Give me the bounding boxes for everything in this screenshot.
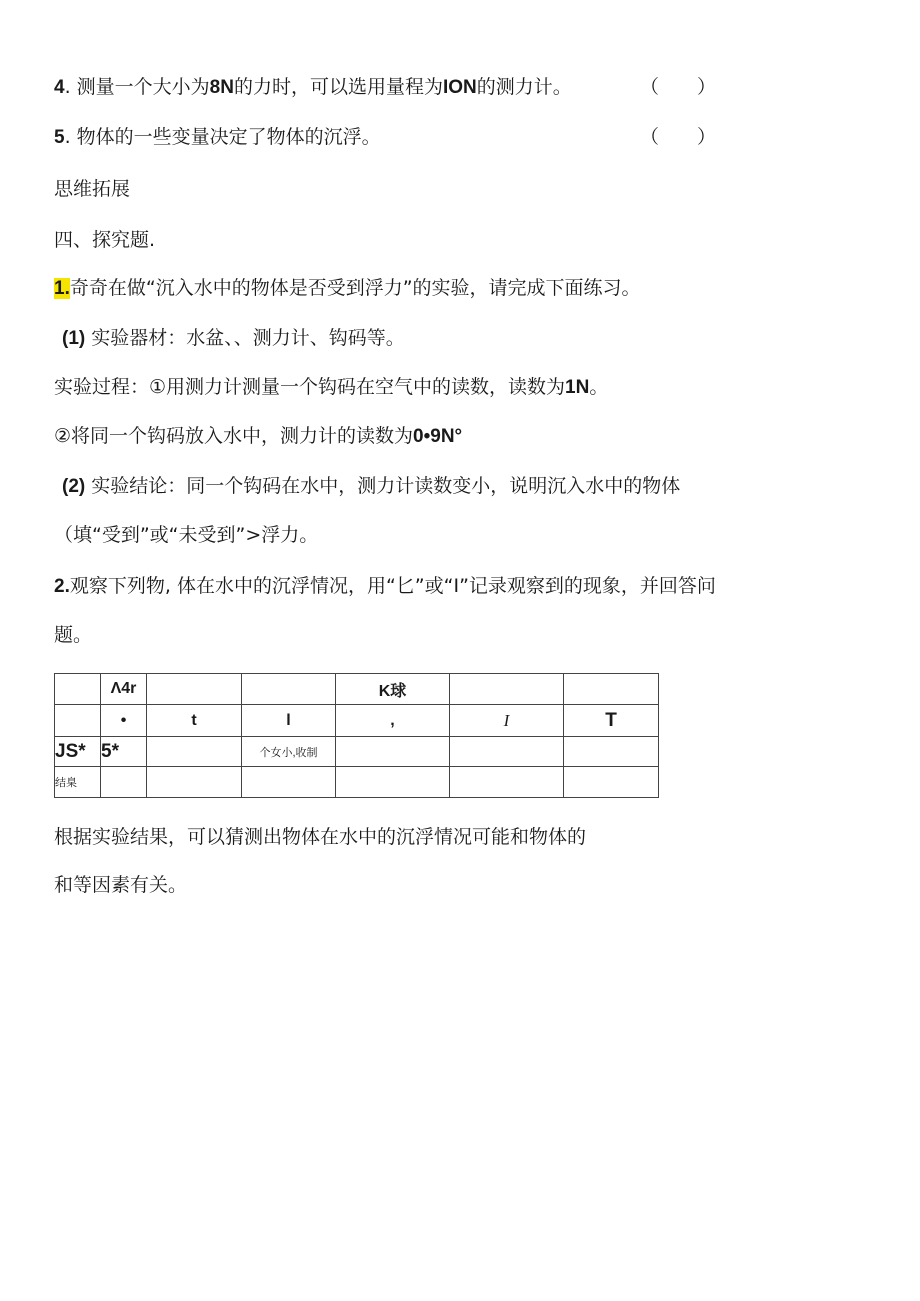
observation-table: [54, 673, 659, 798]
q2-text: 观察下列物, 体在水中的沉浮情况，用“匕”或“I”记录观察到的现象，并回答问: [69, 575, 716, 597]
table-cell: K球: [336, 674, 450, 705]
q1-number: 1.: [54, 278, 70, 299]
q1-prompt: [54, 276, 641, 301]
table-cell: T: [564, 705, 659, 737]
conclusion-line-1: 根据实验结果，可以猜测出物体在水中的沉浮情况可能和物体的: [54, 826, 587, 848]
q1-sub1: [62, 326, 405, 351]
question-number: 4: [54, 77, 65, 98]
table-cell[interactable]: [450, 737, 564, 767]
table-cell: l: [242, 705, 336, 737]
sub-text: 实验结论：同一个钩码在水中，测力计读数变小，说明沉入水中的物体: [91, 475, 681, 497]
table-cell[interactable]: [450, 767, 564, 798]
table-cell[interactable]: [450, 674, 564, 705]
table-cell: t: [147, 705, 242, 737]
table-row: [55, 705, 659, 737]
table-cell: [55, 705, 101, 737]
table-cell: JS*: [55, 737, 101, 767]
tf-question-4: [54, 75, 572, 100]
question-text: 的力时，可以选用量程为: [233, 76, 443, 98]
table-cell: •: [101, 705, 147, 737]
question-text: 的测力计。: [476, 76, 572, 98]
q2-number: 2.: [54, 576, 70, 597]
value-8n: 8N: [209, 77, 234, 98]
q1-process: [54, 375, 608, 400]
table-cell[interactable]: [242, 674, 336, 705]
table-cell: 结臬: [55, 767, 101, 798]
table-cell: ,: [336, 705, 450, 737]
table-cell: 5*: [101, 737, 147, 767]
table-cell[interactable]: [564, 674, 659, 705]
table-cell[interactable]: [564, 767, 659, 798]
sub-number: (1): [62, 328, 86, 349]
q2-prompt-cont: 题。: [54, 624, 93, 646]
q1-text: 奇奇在做“沉入水中的物体是否受到浮力”的实验，请完成下面练习。: [69, 277, 641, 299]
q1-sub2-cont: （填“受到”或“未受到”>浮力。: [54, 524, 319, 546]
sub-text: 实验器材：水盆、、测力计、钩码等。: [91, 327, 405, 349]
q1-sub2: [62, 474, 680, 499]
tf-question-5: [54, 125, 381, 150]
question-number: 5: [54, 127, 65, 148]
step2-text: ②将同一个钩码放入水中，测力计的读数为: [54, 425, 414, 447]
sub-number: (2): [62, 476, 86, 497]
table-cell[interactable]: [147, 674, 242, 705]
value-10n: ION: [442, 77, 477, 98]
section-title: 思维拓展: [54, 178, 131, 200]
part-title: 四、探究题.: [54, 229, 156, 251]
reading-0-9n: 0•9N°: [413, 426, 463, 447]
q2-prompt: [54, 574, 716, 599]
table-cell: I: [450, 705, 564, 737]
conclusion-line-2: 和等因素有关。: [54, 874, 188, 896]
question-text: . 测量一个大小为: [64, 76, 210, 98]
table-cell[interactable]: [564, 737, 659, 767]
table-cell: 个女小,收制: [242, 737, 336, 767]
table-cell[interactable]: [336, 767, 450, 798]
table-row: [55, 737, 659, 767]
table-cell[interactable]: [336, 737, 450, 767]
table-cell[interactable]: [101, 767, 147, 798]
table-cell: [55, 674, 101, 705]
table-cell[interactable]: [147, 737, 242, 767]
table-row: [55, 674, 659, 705]
reading-1n: 1N: [565, 377, 590, 398]
process-end: 。: [589, 376, 609, 398]
answer-blank-5[interactable]: （ ）: [640, 126, 717, 148]
q1-step2: [54, 424, 462, 449]
table-cell: Λ4r: [101, 674, 147, 705]
table-cell[interactable]: [242, 767, 336, 798]
table-cell[interactable]: [147, 767, 242, 798]
table-row: [55, 767, 659, 798]
answer-blank-4[interactable]: （ ）: [640, 76, 717, 98]
question-text: . 物体的一些变量决定了物体的沉浮。: [64, 126, 381, 148]
process-text: 实验过程：①用测力计测量一个钩码在空气中的读数，读数为: [54, 376, 566, 398]
